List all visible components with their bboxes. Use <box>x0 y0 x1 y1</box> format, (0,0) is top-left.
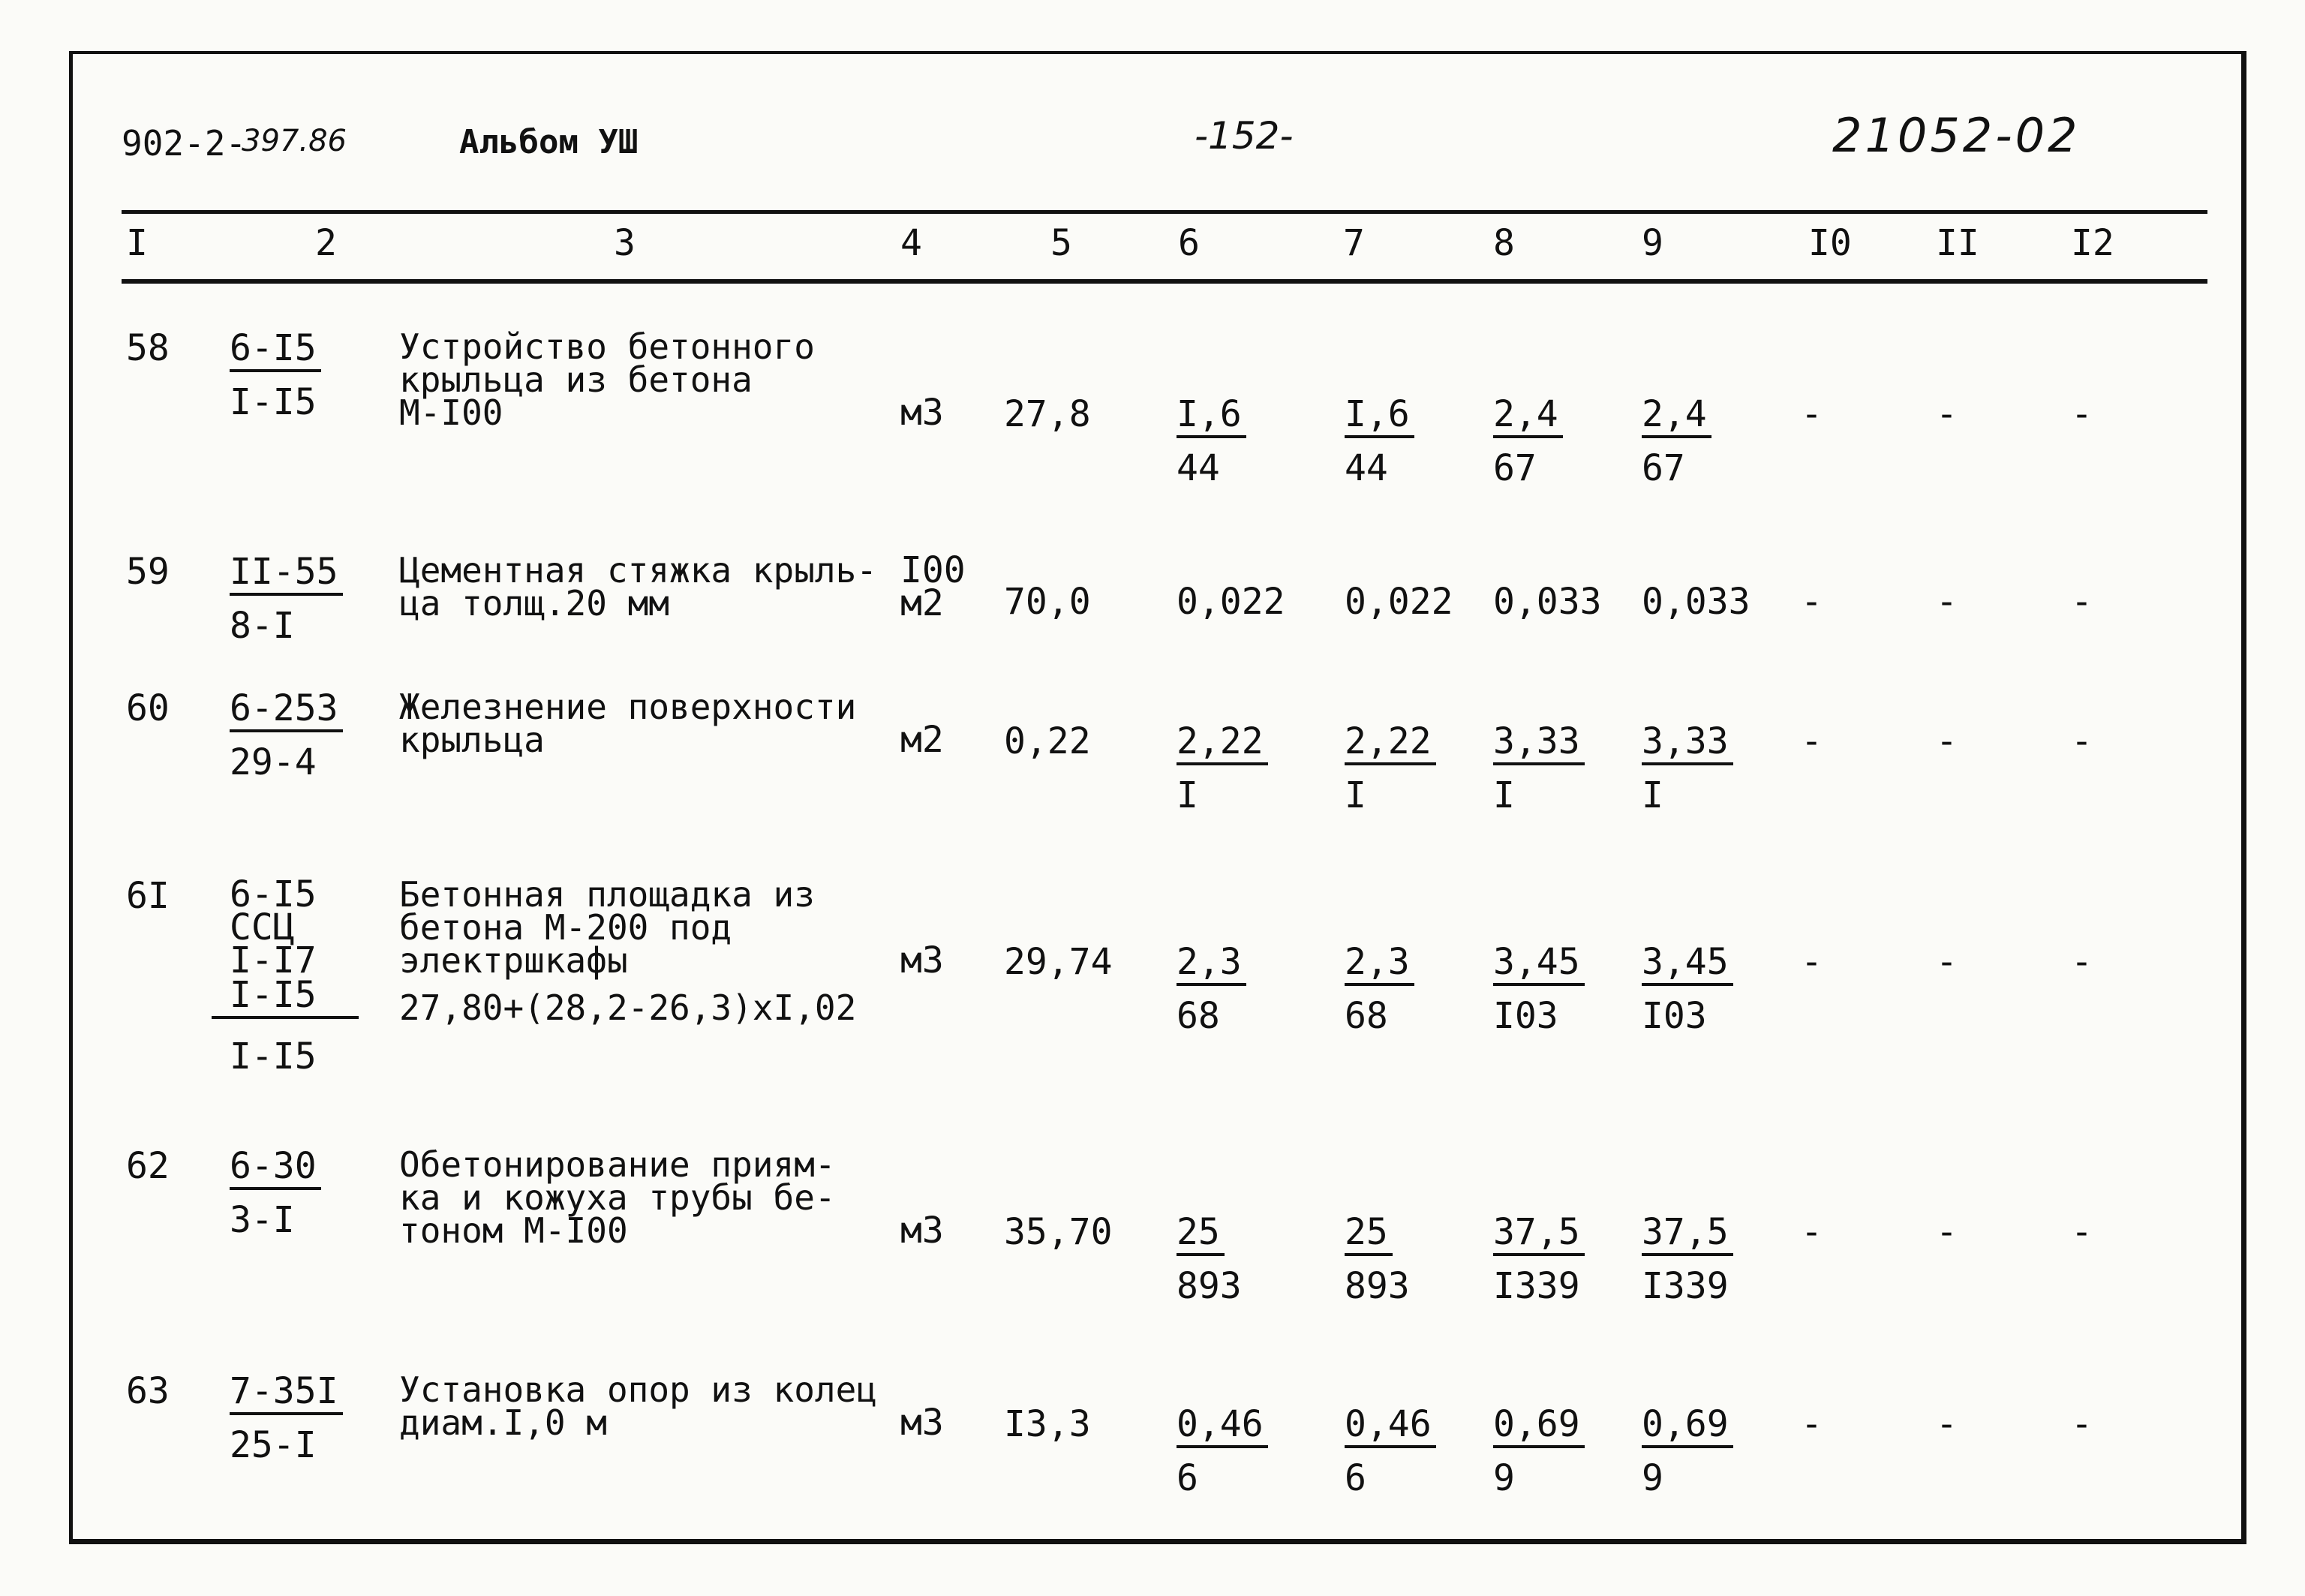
row-number: 6I <box>126 875 170 917</box>
header-top-rule <box>122 210 2207 214</box>
column-header: II <box>1936 222 1979 264</box>
cost-c8-numerator: 0,69 <box>1493 1406 1585 1448</box>
row-number: 59 <box>126 551 170 593</box>
cost-c8-denominator: 67 <box>1493 447 1537 489</box>
album-label: Альбом УШ <box>459 123 639 161</box>
cost-c9 <box>1642 393 1711 489</box>
row-number: 63 <box>126 1370 170 1412</box>
cost-c6-numerator: 25 <box>1177 1214 1225 1256</box>
cost-c8-denominator: I03 <box>1493 995 1558 1037</box>
cost-c9-denominator: I <box>1642 774 1663 816</box>
norm-code <box>230 1370 343 1466</box>
cost-c6-numerator: 2,3 <box>1177 944 1246 986</box>
empty-c12: - <box>2071 581 2093 623</box>
cost-c9-denominator: I339 <box>1642 1265 1729 1307</box>
cost-c6-numerator: I,6 <box>1177 396 1246 438</box>
unit: м3 <box>900 939 944 981</box>
work-description: Установка опор из колец диам.I,0 м <box>399 1369 877 1443</box>
cost-c8-denominator: I <box>1493 774 1515 816</box>
empty-c10: - <box>1801 1211 1823 1253</box>
cost-c8 <box>1493 1403 1585 1499</box>
quantity: 35,70 <box>1004 1211 1113 1253</box>
row-number: 62 <box>126 1145 170 1187</box>
unit: м3 <box>900 1210 944 1252</box>
norm-code <box>230 1145 321 1241</box>
norm-code-denominator: I-I5 <box>230 381 317 423</box>
column-header: I0 <box>1808 222 1852 264</box>
unit: м3 <box>900 1402 944 1444</box>
column-header: 5 <box>1050 222 1072 264</box>
doc-code: 902-2- <box>122 123 247 164</box>
quantity: 0,22 <box>1004 720 1091 762</box>
empty-c11: - <box>1936 720 1958 762</box>
cost-c9 <box>1642 720 1733 816</box>
unit: I00 м2 <box>900 549 966 624</box>
cost-c6 <box>1177 1403 1268 1499</box>
norm-code <box>230 551 343 647</box>
cost-c9: 0,033 <box>1642 581 1751 623</box>
column-header: I <box>126 222 148 264</box>
cost-c9-numerator: 0,69 <box>1642 1406 1733 1448</box>
quantity: 27,8 <box>1004 393 1091 435</box>
cost-c6-denominator: 6 <box>1177 1457 1198 1499</box>
cost-c6: 0,022 <box>1177 581 1285 623</box>
cost-c8-numerator: 3,45 <box>1493 944 1585 986</box>
cost-c7-denominator: 6 <box>1345 1457 1366 1499</box>
work-description: Цементная стяжка крыль- ца толщ.20 мм <box>399 550 877 624</box>
column-header: I2 <box>2071 222 2114 264</box>
sheet-code: 21052-02 <box>1832 108 2081 163</box>
work-description: Бетонная площадка из бетона М-200 под электршкафы <box>399 874 815 981</box>
unit: м2 <box>900 719 944 761</box>
cost-c9-numerator: 2,4 <box>1642 396 1711 438</box>
cost-c6-denominator: 893 <box>1177 1265 1242 1307</box>
cost-c7-denominator: 893 <box>1345 1265 1410 1307</box>
empty-c10: - <box>1801 720 1823 762</box>
row-number: 58 <box>126 327 170 369</box>
cost-c6-denominator: 68 <box>1177 995 1220 1037</box>
empty-c12: - <box>2071 1211 2093 1253</box>
norm-code <box>230 327 321 423</box>
work-description: Железнение поверхности крыльца <box>399 687 857 760</box>
cost-c6-numerator: 0,46 <box>1177 1406 1268 1448</box>
column-header: 8 <box>1493 222 1515 264</box>
cost-c7 <box>1345 1403 1436 1499</box>
empty-c10: - <box>1801 393 1823 435</box>
column-header: 9 <box>1642 222 1663 264</box>
cost-c9-numerator: 3,45 <box>1642 944 1733 986</box>
page-number: -152- <box>1195 114 1294 158</box>
cost-c7 <box>1345 720 1436 816</box>
empty-c10: - <box>1801 581 1823 623</box>
cost-c8-numerator: 3,33 <box>1493 723 1585 765</box>
cost-c8 <box>1493 393 1563 489</box>
cost-c7-numerator: I,6 <box>1345 396 1414 438</box>
cost-c8 <box>1493 1211 1585 1307</box>
column-header: 4 <box>900 222 922 264</box>
empty-c11: - <box>1936 1211 1958 1253</box>
norm-code-numerator: 6-I5 <box>230 330 321 372</box>
cost-c6 <box>1177 1211 1242 1307</box>
empty-c12: - <box>2071 1403 2093 1445</box>
column-header: 3 <box>614 222 636 264</box>
cost-c6 <box>1177 720 1268 816</box>
cost-c7-denominator: 44 <box>1345 447 1388 489</box>
cost-c6-numerator: 2,22 <box>1177 723 1268 765</box>
cost-c8-denominator: I339 <box>1493 1265 1580 1307</box>
code-divider <box>212 1016 359 1019</box>
empty-c10: - <box>1801 1403 1823 1445</box>
norm-code-denominator: 3-I <box>230 1199 295 1241</box>
column-header: 2 <box>315 222 337 264</box>
code-lines: 6-I5 ССЦ I-I7 <box>230 873 317 981</box>
cost-c7 <box>1345 1211 1410 1307</box>
empty-c11: - <box>1936 941 1958 983</box>
column-header: 6 <box>1178 222 1200 264</box>
norm-code-denominator: 8-I <box>230 605 295 647</box>
norm-code-denominator: 25-I <box>230 1424 317 1466</box>
cost-c8 <box>1493 941 1585 1037</box>
row-number: 60 <box>126 687 170 729</box>
norm-code-numerator: II-55 <box>230 554 343 596</box>
cost-c8-denominator: 9 <box>1493 1457 1515 1499</box>
empty-c11: - <box>1936 581 1958 623</box>
column-header: 7 <box>1343 222 1365 264</box>
cost-c6 <box>1177 941 1246 1037</box>
empty-c12: - <box>2071 720 2093 762</box>
quantity: 29,74 <box>1004 941 1113 983</box>
code-numerator: I-I5 <box>230 974 317 1016</box>
norm-code <box>230 687 343 783</box>
cost-c7-denominator: I <box>1345 774 1366 816</box>
norm-code-denominator: 29-4 <box>230 741 317 783</box>
cost-c9 <box>1642 941 1733 1037</box>
cost-c8: 0,033 <box>1493 581 1602 623</box>
empty-c11: - <box>1936 393 1958 435</box>
empty-c11: - <box>1936 1403 1958 1445</box>
doc-code-handwritten: 397.86 <box>242 124 347 158</box>
cost-c7-denominator: 68 <box>1345 995 1388 1037</box>
cost-c8 <box>1493 720 1585 816</box>
cost-c9-denominator: 9 <box>1642 1457 1663 1499</box>
cost-c8-numerator: 2,4 <box>1493 396 1563 438</box>
work-description: Устройство бетонного крыльца из бетона М-I00 <box>399 326 815 433</box>
norm-code-numerator: 6-253 <box>230 690 343 732</box>
empty-c10: - <box>1801 941 1823 983</box>
cost-c7 <box>1345 393 1414 489</box>
cost-c7-numerator: 25 <box>1345 1214 1393 1256</box>
cost-c9-denominator: 67 <box>1642 447 1685 489</box>
cost-c7-numerator: 2,22 <box>1345 723 1436 765</box>
cost-c7: 0,022 <box>1345 581 1453 623</box>
norm-code-numerator: 7-35I <box>230 1373 343 1415</box>
cost-c7-numerator: 2,3 <box>1345 944 1414 986</box>
cost-c9-numerator: 3,33 <box>1642 723 1733 765</box>
cost-c6 <box>1177 393 1246 489</box>
quantity: I3,3 <box>1004 1403 1091 1445</box>
quantity-formula: 27,80+(28,2-26,3)xI,02 <box>399 987 857 1028</box>
cost-c9 <box>1642 1403 1733 1499</box>
cost-c8-numerator: 37,5 <box>1493 1214 1585 1256</box>
cost-c9 <box>1642 1211 1733 1307</box>
page-frame <box>69 51 2246 1544</box>
work-description: Обетонирование приям- ка и кожуха трубы бе- тоном М-I00 <box>399 1144 836 1251</box>
unit: м3 <box>900 392 944 434</box>
cost-c9-denominator: I03 <box>1642 995 1707 1037</box>
cost-c6-denominator: 44 <box>1177 447 1220 489</box>
cost-c7 <box>1345 941 1414 1037</box>
code-denominator: I-I5 <box>230 1035 317 1078</box>
cost-c7-numerator: 0,46 <box>1345 1406 1436 1448</box>
header-bottom-rule <box>122 279 2207 284</box>
norm-code-numerator: 6-30 <box>230 1148 321 1190</box>
empty-c12: - <box>2071 941 2093 983</box>
empty-c12: - <box>2071 393 2093 435</box>
quantity: 70,0 <box>1004 581 1091 623</box>
cost-c6-denominator: I <box>1177 774 1198 816</box>
cost-c9-numerator: 37,5 <box>1642 1214 1733 1256</box>
